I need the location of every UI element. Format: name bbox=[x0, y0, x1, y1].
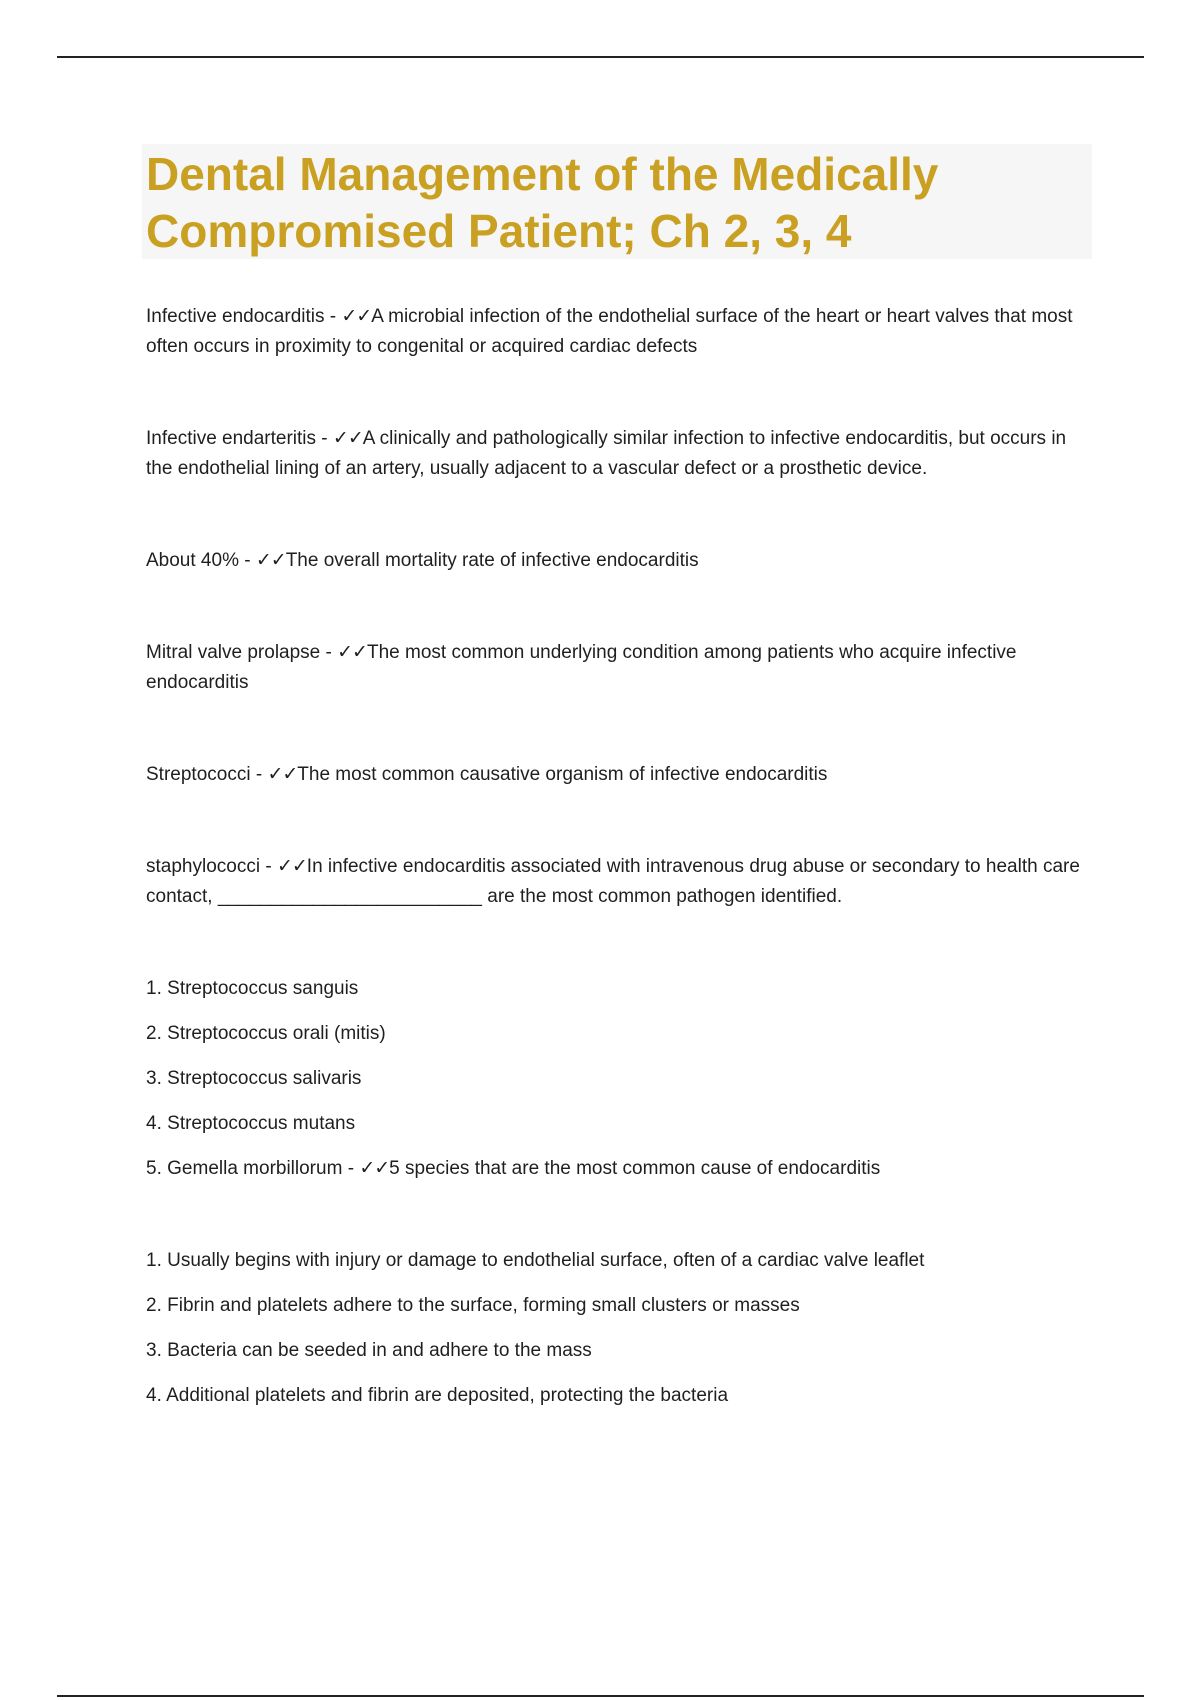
list-item-text: Fibrin and platelets adhere to the surface, forming small clusters or masses bbox=[167, 1295, 800, 1316]
check-mark-icon: ✓✓ bbox=[276, 856, 307, 877]
list-number: 4. bbox=[146, 1113, 162, 1134]
flashcard-definition: 5 species that are the most common cause of endocarditis bbox=[389, 1158, 881, 1179]
check-mark-icon: ✓✓ bbox=[255, 550, 286, 571]
flashcard-text bbox=[146, 852, 1091, 912]
list-item-text: Bacteria can be seeded in and adhere to the mass bbox=[167, 1340, 592, 1361]
flashcard-text bbox=[146, 760, 1091, 790]
flashcard-text bbox=[146, 424, 1091, 484]
top-rule bbox=[57, 56, 1144, 58]
flashcard-definition: The most common underlying condition among patients who acquire infective endocarditis bbox=[146, 642, 1017, 693]
list-item-text: Additional platelets and fibrin are deposited, protecting the bacteria bbox=[166, 1385, 729, 1406]
flashcard-definition: A microbial infection of the endothelial surface of the heart or heart valves that most often occurs in proximity to congenital or acquired cardiac defects bbox=[146, 306, 1073, 357]
list-number: 1. bbox=[146, 1250, 162, 1271]
flashcard bbox=[146, 302, 1091, 362]
flashcard bbox=[146, 852, 1091, 912]
flashcard bbox=[146, 638, 1091, 698]
flashcard-process bbox=[146, 1246, 1091, 1411]
list-item bbox=[146, 974, 1091, 1004]
list-item bbox=[146, 1154, 1091, 1184]
list-number: 2. bbox=[146, 1295, 162, 1316]
check-mark-icon: ✓✓ bbox=[359, 1158, 390, 1179]
list-item-text: Gemella morbillorum - bbox=[167, 1158, 359, 1179]
list-item bbox=[146, 1291, 1091, 1321]
list-number: 1. bbox=[146, 978, 162, 999]
flashcard-text bbox=[146, 302, 1091, 362]
flashcard-species bbox=[146, 974, 1091, 1184]
check-mark-icon: ✓✓ bbox=[267, 764, 298, 785]
document-title: Dental Management of the Medically Compromised Patient; Ch 2, 3, 4 bbox=[146, 148, 939, 257]
list-item bbox=[146, 1109, 1091, 1139]
flashcard-definition: The overall mortality rate of infective endocarditis bbox=[285, 550, 699, 571]
list-item bbox=[146, 1381, 1091, 1411]
list-item-text: Usually begins with injury or damage to endothelial surface, often of a cardiac valve leaflet bbox=[167, 1250, 925, 1271]
list-item bbox=[146, 1336, 1091, 1366]
flashcard-definition: A clinically and pathologically similar infection to infective endocarditis, but occurs in the endothelial lining of an artery, usually adjacent to a vascular defect or a prosthetic device. bbox=[146, 428, 1067, 479]
list-item bbox=[146, 1064, 1091, 1094]
bottom-rule bbox=[57, 1695, 1144, 1697]
flashcard bbox=[146, 760, 1091, 790]
list-item-text: Streptococcus orali (mitis) bbox=[167, 1023, 386, 1044]
flashcard-definition: In infective endocarditis associated with intravenous drug abuse or secondary to health care contact, _________________________ are the most common pathogen identified. bbox=[146, 856, 1080, 907]
flashcard bbox=[146, 546, 1091, 576]
list-item-text: Streptococcus sanguis bbox=[167, 978, 359, 999]
list-item bbox=[146, 1019, 1091, 1049]
check-mark-icon: ✓✓ bbox=[337, 642, 367, 663]
flashcard-term: Infective endarteritis - bbox=[146, 428, 333, 449]
check-mark-icon: ✓✓ bbox=[341, 306, 372, 327]
flashcard bbox=[146, 424, 1091, 484]
flashcard-term: Mitral valve prolapse - bbox=[146, 642, 337, 663]
list-number: 3. bbox=[146, 1340, 162, 1361]
list-item-text: Streptococcus mutans bbox=[167, 1113, 356, 1134]
list-number: 3. bbox=[146, 1068, 162, 1089]
list-item-text: Streptococcus salivaris bbox=[167, 1068, 362, 1089]
flashcard-definition: The most common causative organism of infective endocarditis bbox=[297, 764, 828, 785]
list-number: 2. bbox=[146, 1023, 162, 1044]
list-number: 5. bbox=[146, 1158, 162, 1179]
list-number: 4. bbox=[146, 1385, 162, 1406]
list-item bbox=[146, 1246, 1091, 1276]
flashcard-term: About 40% - bbox=[146, 550, 256, 571]
flashcard-term: Infective endocarditis - bbox=[146, 306, 341, 327]
flashcard-text bbox=[146, 638, 1091, 698]
flashcard-list bbox=[146, 302, 1091, 1473]
check-mark-icon: ✓✓ bbox=[332, 428, 363, 449]
flashcard-term: Streptococci - bbox=[146, 764, 267, 785]
flashcard-text bbox=[146, 546, 1091, 576]
flashcard-term: staphylococci - bbox=[146, 856, 277, 877]
